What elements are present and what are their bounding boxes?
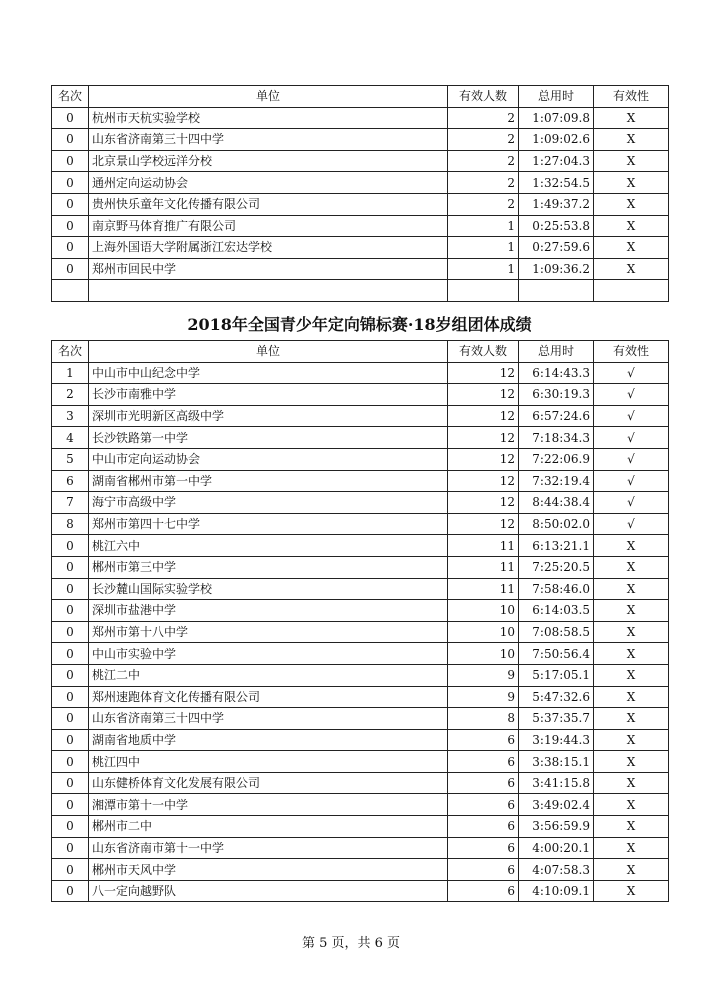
table-row	[52, 448, 669, 470]
table-row	[52, 880, 669, 902]
cell-count: 11	[448, 535, 519, 557]
cell-rank: 4	[52, 427, 89, 449]
cell-valid: X	[594, 578, 669, 600]
cell-count-empty	[448, 280, 519, 302]
cell-count: 11	[448, 578, 519, 600]
table-row	[52, 837, 669, 859]
cell-valid: X	[594, 751, 669, 773]
cell-rank: 7	[52, 492, 89, 514]
cell-rank: 0	[52, 600, 89, 622]
cell-time: 7:25:20.5	[519, 556, 594, 578]
cell-time: 3:56:59.9	[519, 816, 594, 838]
cell-time: 4:07:58.3	[519, 859, 594, 881]
cell-valid: X	[594, 237, 669, 259]
cell-valid: √	[594, 362, 669, 384]
cell-time: 7:50:56.4	[519, 643, 594, 665]
table-row	[52, 794, 669, 816]
table-row	[52, 258, 669, 280]
cell-unit: 郑州市回民中学	[89, 258, 448, 280]
results-table-1	[51, 85, 669, 302]
cell-unit: 郑州市第四十七中学	[89, 513, 448, 535]
cell-valid: X	[594, 643, 669, 665]
cell-rank: 0	[52, 107, 89, 129]
cell-valid: X	[594, 772, 669, 794]
cell-unit: 深圳市光明新区高级中学	[89, 405, 448, 427]
cell-unit: 上海外国语大学附属浙江宏达学校	[89, 237, 448, 259]
cell-unit: 郑州市第十八中学	[89, 621, 448, 643]
cell-unit: 中山市定向运动协会	[89, 448, 448, 470]
cell-time: 0:27:59.6	[519, 237, 594, 259]
cell-rank: 0	[52, 880, 89, 902]
cell-rank: 0	[52, 708, 89, 730]
cell-unit: 桃江四中	[89, 751, 448, 773]
cell-unit: 桃江二中	[89, 664, 448, 686]
cell-count: 2	[448, 150, 519, 172]
cell-unit: 湖南省地质中学	[89, 729, 448, 751]
cell-unit: 长沙市南雅中学	[89, 384, 448, 406]
cell-valid: √	[594, 448, 669, 470]
table-row	[52, 751, 669, 773]
table-row	[52, 686, 669, 708]
cell-time: 5:47:32.6	[519, 686, 594, 708]
cell-count: 6	[448, 772, 519, 794]
cell-rank: 0	[52, 535, 89, 557]
cell-valid: √	[594, 513, 669, 535]
cell-count: 12	[448, 513, 519, 535]
cell-time: 7:58:46.0	[519, 578, 594, 600]
cell-count: 12	[448, 448, 519, 470]
cell-valid: X	[594, 816, 669, 838]
cell-rank: 0	[52, 664, 89, 686]
cell-valid: X	[594, 150, 669, 172]
cell-rank: 0	[52, 621, 89, 643]
table-row	[52, 193, 669, 215]
cell-count: 12	[448, 492, 519, 514]
cell-unit: 北京景山学校远洋分校	[89, 150, 448, 172]
cell-valid: X	[594, 172, 669, 194]
table-row	[52, 172, 669, 194]
cell-valid: X	[594, 129, 669, 151]
cell-time: 0:25:53.8	[519, 215, 594, 237]
header-time: 总用时	[519, 341, 594, 363]
cell-time: 3:38:15.1	[519, 751, 594, 773]
cell-count: 6	[448, 859, 519, 881]
cell-count: 9	[448, 686, 519, 708]
cell-rank: 0	[52, 556, 89, 578]
cell-unit: 湘潭市第十一中学	[89, 794, 448, 816]
cell-valid: X	[594, 837, 669, 859]
table-row	[52, 535, 669, 557]
cell-rank: 0	[52, 837, 89, 859]
cell-count: 12	[448, 427, 519, 449]
header-valid: 有效性	[594, 341, 669, 363]
table-row	[52, 215, 669, 237]
cell-rank: 0	[52, 258, 89, 280]
empty-row	[52, 280, 669, 302]
table-row	[52, 621, 669, 643]
cell-valid: √	[594, 492, 669, 514]
table-row	[52, 556, 669, 578]
cell-time: 3:49:02.4	[519, 794, 594, 816]
table-header-row	[52, 86, 669, 108]
cell-time: 3:19:44.3	[519, 729, 594, 751]
header-rank: 名次	[52, 86, 89, 108]
cell-rank: 0	[52, 686, 89, 708]
table-row	[52, 150, 669, 172]
cell-time: 5:17:05.1	[519, 664, 594, 686]
cell-count: 1	[448, 237, 519, 259]
cell-valid: X	[594, 686, 669, 708]
cell-time: 7:32:19.4	[519, 470, 594, 492]
cell-valid: X	[594, 193, 669, 215]
cell-count: 6	[448, 880, 519, 902]
table-row	[52, 664, 669, 686]
cell-count: 10	[448, 621, 519, 643]
cell-count: 2	[448, 129, 519, 151]
cell-rank: 0	[52, 172, 89, 194]
table-row	[52, 729, 669, 751]
cell-valid: √	[594, 470, 669, 492]
cell-time: 5:37:35.7	[519, 708, 594, 730]
cell-time: 8:44:38.4	[519, 492, 594, 514]
cell-time: 6:57:24.6	[519, 405, 594, 427]
cell-count: 6	[448, 816, 519, 838]
cell-unit: 海宁市高级中学	[89, 492, 448, 514]
cell-rank: 0	[52, 150, 89, 172]
cell-valid: X	[594, 664, 669, 686]
cell-valid: X	[594, 107, 669, 129]
header-rank: 名次	[52, 341, 89, 363]
cell-valid: X	[594, 880, 669, 902]
cell-unit: 八一定向越野队	[89, 880, 448, 902]
header-count: 有效人数	[448, 86, 519, 108]
cell-rank: 0	[52, 193, 89, 215]
cell-count: 6	[448, 751, 519, 773]
table-row	[52, 492, 669, 514]
table-header-row	[52, 341, 669, 363]
cell-valid: √	[594, 384, 669, 406]
cell-time: 1:09:36.2	[519, 258, 594, 280]
cell-unit: 山东省济南第三十四中学	[89, 129, 448, 151]
cell-unit: 贵州快乐童年文化传播有限公司	[89, 193, 448, 215]
cell-valid: √	[594, 427, 669, 449]
cell-count: 9	[448, 664, 519, 686]
table-row	[52, 405, 669, 427]
cell-rank: 6	[52, 470, 89, 492]
cell-unit: 山东省济南第三十四中学	[89, 708, 448, 730]
cell-count: 12	[448, 470, 519, 492]
cell-valid: X	[594, 859, 669, 881]
cell-count: 12	[448, 405, 519, 427]
header-count: 有效人数	[448, 341, 519, 363]
cell-rank: 0	[52, 578, 89, 600]
cell-rank: 8	[52, 513, 89, 535]
cell-count: 6	[448, 794, 519, 816]
cell-rank: 0	[52, 816, 89, 838]
cell-rank: 0	[52, 729, 89, 751]
results-table-2	[51, 340, 669, 902]
table-row	[52, 859, 669, 881]
cell-time: 7:18:34.3	[519, 427, 594, 449]
table-row	[52, 470, 669, 492]
cell-count: 10	[448, 600, 519, 622]
cell-rank: 0	[52, 859, 89, 881]
cell-rank: 0	[52, 751, 89, 773]
cell-unit: 深圳市盐港中学	[89, 600, 448, 622]
cell-rank: 5	[52, 448, 89, 470]
cell-valid: X	[594, 729, 669, 751]
cell-rank-empty	[52, 280, 89, 302]
header-unit: 单位	[89, 86, 448, 108]
cell-count: 10	[448, 643, 519, 665]
cell-rank: 0	[52, 237, 89, 259]
cell-valid: X	[594, 535, 669, 557]
cell-time: 7:22:06.9	[519, 448, 594, 470]
cell-unit: 长沙铁路第一中学	[89, 427, 448, 449]
table-row	[52, 643, 669, 665]
cell-rank: 0	[52, 129, 89, 151]
cell-rank: 2	[52, 384, 89, 406]
cell-time: 1:32:54.5	[519, 172, 594, 194]
cell-unit: 山东健桥体育文化发展有限公司	[89, 772, 448, 794]
cell-count: 12	[448, 362, 519, 384]
table-row	[52, 578, 669, 600]
cell-time: 4:10:09.1	[519, 880, 594, 902]
cell-time: 6:14:03.5	[519, 600, 594, 622]
cell-valid: X	[594, 215, 669, 237]
cell-valid: X	[594, 621, 669, 643]
cell-count: 1	[448, 215, 519, 237]
cell-unit: 山东省济南市第十一中学	[89, 837, 448, 859]
table-row	[52, 600, 669, 622]
cell-count: 8	[448, 708, 519, 730]
table-row	[52, 237, 669, 259]
cell-time: 1:09:02.6	[519, 129, 594, 151]
cell-time: 8:50:02.0	[519, 513, 594, 535]
cell-unit-empty	[89, 280, 448, 302]
cell-time: 7:08:58.5	[519, 621, 594, 643]
cell-rank: 3	[52, 405, 89, 427]
cell-count: 2	[448, 107, 519, 129]
cell-valid-empty	[594, 280, 669, 302]
table-row	[52, 708, 669, 730]
table-row	[52, 384, 669, 406]
cell-time: 6:13:21.1	[519, 535, 594, 557]
cell-rank: 1	[52, 362, 89, 384]
table-row	[52, 129, 669, 151]
cell-rank: 0	[52, 794, 89, 816]
cell-valid: X	[594, 556, 669, 578]
cell-unit: 中山市实验中学	[89, 643, 448, 665]
cell-count: 6	[448, 729, 519, 751]
cell-rank: 0	[52, 215, 89, 237]
cell-valid: √	[594, 405, 669, 427]
section-title: 2018年全国青少年定向锦标赛·18岁组团体成绩	[187, 315, 532, 334]
cell-unit: 郑州速跑体育文化传播有限公司	[89, 686, 448, 708]
cell-unit: 杭州市天杭实验学校	[89, 107, 448, 129]
cell-unit: 长沙麓山国际实验学校	[89, 578, 448, 600]
cell-valid: X	[594, 794, 669, 816]
cell-time: 6:14:43.3	[519, 362, 594, 384]
cell-time: 1:07:09.8	[519, 107, 594, 129]
cell-time: 1:27:04.3	[519, 150, 594, 172]
cell-count: 12	[448, 384, 519, 406]
cell-unit: 郴州市二中	[89, 816, 448, 838]
cell-count: 1	[448, 258, 519, 280]
cell-unit: 郴州市天风中学	[89, 859, 448, 881]
cell-unit: 南京野马体育推广有限公司	[89, 215, 448, 237]
table-row	[52, 362, 669, 384]
cell-unit: 郴州市第三中学	[89, 556, 448, 578]
cell-valid: X	[594, 600, 669, 622]
cell-unit: 中山市中山纪念中学	[89, 362, 448, 384]
cell-time: 1:49:37.2	[519, 193, 594, 215]
cell-time-empty	[519, 280, 594, 302]
cell-rank: 0	[52, 643, 89, 665]
cell-count: 6	[448, 837, 519, 859]
header-valid: 有效性	[594, 86, 669, 108]
table-row	[52, 772, 669, 794]
header-time: 总用时	[519, 86, 594, 108]
page-footer: 第 5 页，共 6 页	[301, 936, 401, 951]
cell-unit: 桃江六中	[89, 535, 448, 557]
cell-rank: 0	[52, 772, 89, 794]
cell-time: 3:41:15.8	[519, 772, 594, 794]
cell-unit: 湖南省郴州市第一中学	[89, 470, 448, 492]
cell-count: 2	[448, 172, 519, 194]
cell-valid: X	[594, 708, 669, 730]
cell-count: 11	[448, 556, 519, 578]
table-row	[52, 107, 669, 129]
cell-time: 6:30:19.3	[519, 384, 594, 406]
table-row	[52, 427, 669, 449]
cell-count: 2	[448, 193, 519, 215]
table-row	[52, 513, 669, 535]
cell-valid: X	[594, 258, 669, 280]
table-row	[52, 816, 669, 838]
cell-time: 4:00:20.1	[519, 837, 594, 859]
cell-unit: 通州定向运动协会	[89, 172, 448, 194]
header-unit: 单位	[89, 341, 448, 363]
